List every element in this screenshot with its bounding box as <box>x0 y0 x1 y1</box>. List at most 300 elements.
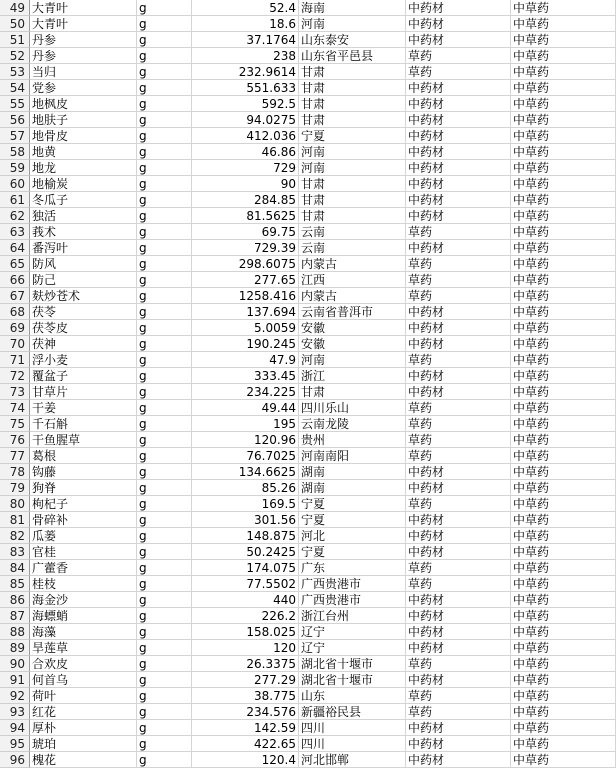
cell-type[interactable]: 中草药 <box>511 528 616 544</box>
cell-type[interactable]: 中草药 <box>511 432 616 448</box>
cell-origin[interactable]: 云南龙陵 <box>299 416 406 432</box>
row-number[interactable]: 69 <box>0 320 30 336</box>
cell-name[interactable]: 广藿香 <box>30 560 137 576</box>
cell-quantity[interactable]: 729 <box>192 160 299 176</box>
cell-unit[interactable]: g <box>137 704 192 720</box>
cell-origin[interactable]: 江西 <box>299 272 406 288</box>
cell-unit[interactable]: g <box>137 624 192 640</box>
row-number[interactable]: 96 <box>0 752 30 768</box>
cell-category[interactable]: 中药材 <box>406 384 511 400</box>
cell-category[interactable]: 中药材 <box>406 480 511 496</box>
cell-quantity[interactable]: 592.5 <box>192 96 299 112</box>
cell-quantity[interactable]: 18.6 <box>192 16 299 32</box>
cell-category[interactable]: 中药材 <box>406 80 511 96</box>
cell-type[interactable]: 中草药 <box>511 480 616 496</box>
cell-quantity[interactable]: 234.225 <box>192 384 299 400</box>
cell-type[interactable]: 中草药 <box>511 400 616 416</box>
cell-unit[interactable]: g <box>137 384 192 400</box>
cell-origin[interactable]: 山东 <box>299 688 406 704</box>
cell-type[interactable]: 中草药 <box>511 640 616 656</box>
cell-category[interactable]: 中药材 <box>406 336 511 352</box>
cell-unit[interactable]: g <box>137 656 192 672</box>
cell-unit[interactable]: g <box>137 32 192 48</box>
cell-name[interactable]: 丹参 <box>30 48 137 64</box>
cell-origin[interactable]: 甘肃 <box>299 112 406 128</box>
row-number[interactable]: 66 <box>0 272 30 288</box>
cell-quantity[interactable]: 169.5 <box>192 496 299 512</box>
cell-quantity[interactable]: 120.96 <box>192 432 299 448</box>
cell-name[interactable]: 党参 <box>30 80 137 96</box>
cell-category[interactable]: 草药 <box>406 704 511 720</box>
row-number[interactable]: 57 <box>0 128 30 144</box>
cell-category[interactable]: 中药材 <box>406 640 511 656</box>
row-number[interactable]: 79 <box>0 480 30 496</box>
cell-name[interactable]: 红花 <box>30 704 137 720</box>
cell-type[interactable]: 中草药 <box>511 448 616 464</box>
cell-type[interactable]: 中草药 <box>511 128 616 144</box>
cell-unit[interactable]: g <box>137 752 192 768</box>
row-number[interactable]: 94 <box>0 720 30 736</box>
cell-unit[interactable]: g <box>137 416 192 432</box>
cell-origin[interactable]: 安徽 <box>299 336 406 352</box>
cell-category[interactable]: 中药材 <box>406 32 511 48</box>
cell-unit[interactable]: g <box>137 512 192 528</box>
row-number[interactable]: 53 <box>0 64 30 80</box>
row-number[interactable]: 49 <box>0 0 30 16</box>
cell-category[interactable]: 中药材 <box>406 128 511 144</box>
cell-unit[interactable]: g <box>137 256 192 272</box>
cell-type[interactable]: 中草药 <box>511 720 616 736</box>
cell-quantity[interactable]: 232.9614 <box>192 64 299 80</box>
cell-unit[interactable]: g <box>137 496 192 512</box>
cell-unit[interactable]: g <box>137 112 192 128</box>
cell-category[interactable]: 草药 <box>406 576 511 592</box>
row-number[interactable]: 87 <box>0 608 30 624</box>
cell-type[interactable]: 中草药 <box>511 272 616 288</box>
cell-unit[interactable]: g <box>137 16 192 32</box>
cell-quantity[interactable]: 148.875 <box>192 528 299 544</box>
cell-name[interactable]: 官桂 <box>30 544 137 560</box>
cell-unit[interactable]: g <box>137 688 192 704</box>
cell-category[interactable]: 草药 <box>406 352 511 368</box>
cell-origin[interactable]: 甘肃 <box>299 384 406 400</box>
cell-quantity[interactable]: 76.7025 <box>192 448 299 464</box>
cell-unit[interactable]: g <box>137 736 192 752</box>
cell-origin[interactable]: 贵州 <box>299 432 406 448</box>
row-number[interactable]: 74 <box>0 400 30 416</box>
cell-name[interactable]: 千石斛 <box>30 416 137 432</box>
cell-origin[interactable]: 甘肃 <box>299 96 406 112</box>
cell-unit[interactable]: g <box>137 176 192 192</box>
cell-quantity[interactable]: 49.44 <box>192 400 299 416</box>
cell-type[interactable]: 中草药 <box>511 208 616 224</box>
cell-quantity[interactable]: 38.775 <box>192 688 299 704</box>
cell-category[interactable]: 草药 <box>406 416 511 432</box>
cell-origin[interactable]: 河南 <box>299 16 406 32</box>
cell-name[interactable]: 大青叶 <box>30 16 137 32</box>
cell-quantity[interactable]: 234.576 <box>192 704 299 720</box>
row-number[interactable]: 59 <box>0 160 30 176</box>
row-number[interactable]: 81 <box>0 512 30 528</box>
cell-name[interactable]: 独活 <box>30 208 137 224</box>
cell-type[interactable]: 中草药 <box>511 288 616 304</box>
cell-quantity[interactable]: 277.65 <box>192 272 299 288</box>
cell-type[interactable]: 中草药 <box>511 16 616 32</box>
cell-type[interactable]: 中草药 <box>511 496 616 512</box>
cell-origin[interactable]: 甘肃 <box>299 64 406 80</box>
cell-unit[interactable]: g <box>137 368 192 384</box>
cell-quantity[interactable]: 37.1764 <box>192 32 299 48</box>
cell-category[interactable]: 草药 <box>406 656 511 672</box>
row-number[interactable]: 51 <box>0 32 30 48</box>
row-number[interactable]: 56 <box>0 112 30 128</box>
cell-unit[interactable]: g <box>137 448 192 464</box>
cell-category[interactable]: 中药材 <box>406 464 511 480</box>
cell-quantity[interactable]: 5.0059 <box>192 320 299 336</box>
cell-type[interactable]: 中草药 <box>511 144 616 160</box>
cell-quantity[interactable]: 46.86 <box>192 144 299 160</box>
cell-origin[interactable]: 湖北省十堰市 <box>299 656 406 672</box>
row-number[interactable]: 73 <box>0 384 30 400</box>
cell-quantity[interactable]: 298.6075 <box>192 256 299 272</box>
cell-name[interactable]: 地枫皮 <box>30 96 137 112</box>
cell-category[interactable]: 中药材 <box>406 528 511 544</box>
cell-name[interactable]: 地肤子 <box>30 112 137 128</box>
row-number[interactable]: 50 <box>0 16 30 32</box>
cell-name[interactable]: 琥珀 <box>30 736 137 752</box>
cell-quantity[interactable]: 440 <box>192 592 299 608</box>
cell-type[interactable]: 中草药 <box>511 240 616 256</box>
cell-category[interactable]: 草药 <box>406 400 511 416</box>
cell-unit[interactable]: g <box>137 640 192 656</box>
cell-type[interactable]: 中草药 <box>511 704 616 720</box>
cell-origin[interactable]: 宁夏 <box>299 496 406 512</box>
cell-type[interactable]: 中草药 <box>511 592 616 608</box>
cell-origin[interactable]: 广西贵港市 <box>299 576 406 592</box>
cell-category[interactable]: 中药材 <box>406 16 511 32</box>
cell-category[interactable]: 中药材 <box>406 144 511 160</box>
cell-quantity[interactable]: 26.3375 <box>192 656 299 672</box>
cell-origin[interactable]: 甘肃 <box>299 80 406 96</box>
cell-quantity[interactable]: 50.2425 <box>192 544 299 560</box>
cell-unit[interactable]: g <box>137 192 192 208</box>
cell-type[interactable]: 中草药 <box>511 656 616 672</box>
cell-name[interactable]: 旱莲草 <box>30 640 137 656</box>
cell-unit[interactable]: g <box>137 400 192 416</box>
cell-quantity[interactable]: 77.5502 <box>192 576 299 592</box>
cell-origin[interactable]: 河南 <box>299 160 406 176</box>
row-number[interactable]: 88 <box>0 624 30 640</box>
cell-unit[interactable]: g <box>137 352 192 368</box>
cell-quantity[interactable]: 195 <box>192 416 299 432</box>
cell-name[interactable]: 桂枝 <box>30 576 137 592</box>
cell-category[interactable]: 草药 <box>406 560 511 576</box>
cell-unit[interactable]: g <box>137 544 192 560</box>
cell-unit[interactable]: g <box>137 720 192 736</box>
cell-unit[interactable]: g <box>137 96 192 112</box>
cell-origin[interactable]: 湖北省十堰市 <box>299 672 406 688</box>
cell-type[interactable]: 中草药 <box>511 64 616 80</box>
cell-origin[interactable]: 浙江台州 <box>299 608 406 624</box>
cell-origin[interactable]: 辽宁 <box>299 624 406 640</box>
row-number[interactable]: 80 <box>0 496 30 512</box>
cell-origin[interactable]: 四川乐山 <box>299 400 406 416</box>
cell-name[interactable]: 防己 <box>30 272 137 288</box>
cell-origin[interactable]: 新疆裕民县 <box>299 704 406 720</box>
cell-name[interactable]: 何首乌 <box>30 672 137 688</box>
cell-name[interactable]: 覆盆子 <box>30 368 137 384</box>
row-number[interactable]: 65 <box>0 256 30 272</box>
cell-category[interactable]: 中药材 <box>406 672 511 688</box>
cell-category[interactable]: 草药 <box>406 288 511 304</box>
row-number[interactable]: 76 <box>0 432 30 448</box>
cell-category[interactable]: 草药 <box>406 64 511 80</box>
cell-category[interactable]: 中药材 <box>406 592 511 608</box>
row-number[interactable]: 86 <box>0 592 30 608</box>
cell-type[interactable]: 中草药 <box>511 112 616 128</box>
cell-type[interactable]: 中草药 <box>511 304 616 320</box>
cell-origin[interactable]: 河南 <box>299 352 406 368</box>
cell-category[interactable]: 中药材 <box>406 208 511 224</box>
cell-unit[interactable]: g <box>137 480 192 496</box>
cell-type[interactable]: 中草药 <box>511 672 616 688</box>
cell-category[interactable]: 中药材 <box>406 368 511 384</box>
cell-unit[interactable]: g <box>137 336 192 352</box>
cell-name[interactable]: 葛根 <box>30 448 137 464</box>
cell-category[interactable]: 中药材 <box>406 176 511 192</box>
cell-type[interactable]: 中草药 <box>511 96 616 112</box>
cell-category[interactable]: 中药材 <box>406 160 511 176</box>
cell-quantity[interactable]: 120.4 <box>192 752 299 768</box>
cell-quantity[interactable]: 226.2 <box>192 608 299 624</box>
cell-origin[interactable]: 四川 <box>299 720 406 736</box>
cell-name[interactable]: 防风 <box>30 256 137 272</box>
cell-quantity[interactable]: 120 <box>192 640 299 656</box>
row-number[interactable]: 64 <box>0 240 30 256</box>
cell-name[interactable]: 骨碎补 <box>30 512 137 528</box>
cell-unit[interactable]: g <box>137 320 192 336</box>
cell-category[interactable]: 中药材 <box>406 512 511 528</box>
cell-unit[interactable]: g <box>137 304 192 320</box>
cell-type[interactable]: 中草药 <box>511 512 616 528</box>
cell-name[interactable]: 干鱼腥草 <box>30 432 137 448</box>
cell-quantity[interactable]: 190.245 <box>192 336 299 352</box>
cell-origin[interactable]: 云南 <box>299 224 406 240</box>
cell-quantity[interactable]: 422.65 <box>192 736 299 752</box>
cell-origin[interactable]: 河南 <box>299 144 406 160</box>
cell-unit[interactable]: g <box>137 160 192 176</box>
cell-category[interactable]: 草药 <box>406 48 511 64</box>
cell-type[interactable]: 中草药 <box>511 416 616 432</box>
cell-type[interactable]: 中草药 <box>511 224 616 240</box>
cell-name[interactable]: 大青叶 <box>30 0 137 16</box>
cell-unit[interactable]: g <box>137 672 192 688</box>
row-number[interactable]: 61 <box>0 192 30 208</box>
cell-name[interactable]: 丹参 <box>30 32 137 48</box>
row-number[interactable]: 84 <box>0 560 30 576</box>
cell-quantity[interactable]: 85.26 <box>192 480 299 496</box>
cell-name[interactable]: 厚朴 <box>30 720 137 736</box>
cell-unit[interactable]: g <box>137 0 192 16</box>
cell-origin[interactable]: 安徽 <box>299 320 406 336</box>
cell-origin[interactable]: 甘肃 <box>299 192 406 208</box>
row-number[interactable]: 58 <box>0 144 30 160</box>
row-number[interactable]: 68 <box>0 304 30 320</box>
cell-origin[interactable]: 湖南 <box>299 480 406 496</box>
cell-name[interactable]: 冬瓜子 <box>30 192 137 208</box>
cell-origin[interactable]: 宁夏 <box>299 512 406 528</box>
cell-name[interactable]: 茯苓皮 <box>30 320 137 336</box>
cell-category[interactable]: 草药 <box>406 496 511 512</box>
cell-origin[interactable]: 广西贵港市 <box>299 592 406 608</box>
cell-type[interactable]: 中草药 <box>511 0 616 16</box>
row-number[interactable]: 54 <box>0 80 30 96</box>
cell-unit[interactable]: g <box>137 240 192 256</box>
cell-name[interactable]: 茯苓 <box>30 304 137 320</box>
cell-quantity[interactable]: 729.39 <box>192 240 299 256</box>
cell-category[interactable]: 中药材 <box>406 608 511 624</box>
cell-type[interactable]: 中草药 <box>511 736 616 752</box>
cell-type[interactable]: 中草药 <box>511 32 616 48</box>
cell-type[interactable]: 中草药 <box>511 160 616 176</box>
cell-origin[interactable]: 甘肃 <box>299 208 406 224</box>
row-number[interactable]: 92 <box>0 688 30 704</box>
cell-type[interactable]: 中草药 <box>511 368 616 384</box>
row-number[interactable]: 95 <box>0 736 30 752</box>
row-number[interactable]: 60 <box>0 176 30 192</box>
row-number[interactable]: 67 <box>0 288 30 304</box>
cell-origin[interactable]: 山东省平邑县 <box>299 48 406 64</box>
cell-type[interactable]: 中草药 <box>511 560 616 576</box>
cell-category[interactable]: 草药 <box>406 432 511 448</box>
cell-type[interactable]: 中草药 <box>511 544 616 560</box>
cell-unit[interactable]: g <box>137 80 192 96</box>
cell-origin[interactable]: 甘肃 <box>299 176 406 192</box>
cell-quantity[interactable]: 1258.416 <box>192 288 299 304</box>
cell-category[interactable]: 中药材 <box>406 192 511 208</box>
cell-category[interactable]: 中药材 <box>406 304 511 320</box>
cell-origin[interactable]: 海南 <box>299 0 406 16</box>
cell-type[interactable]: 中草药 <box>511 624 616 640</box>
cell-name[interactable]: 地骨皮 <box>30 128 137 144</box>
cell-name[interactable]: 番泻叶 <box>30 240 137 256</box>
cell-origin[interactable]: 河北 <box>299 528 406 544</box>
cell-unit[interactable]: g <box>137 144 192 160</box>
row-number[interactable]: 71 <box>0 352 30 368</box>
cell-origin[interactable]: 云南 <box>299 240 406 256</box>
cell-type[interactable]: 中草药 <box>511 688 616 704</box>
cell-origin[interactable]: 内蒙古 <box>299 288 406 304</box>
cell-unit[interactable]: g <box>137 128 192 144</box>
cell-quantity[interactable]: 94.0275 <box>192 112 299 128</box>
cell-category[interactable]: 草药 <box>406 688 511 704</box>
row-number[interactable]: 89 <box>0 640 30 656</box>
cell-origin[interactable]: 辽宁 <box>299 640 406 656</box>
cell-quantity[interactable]: 90 <box>192 176 299 192</box>
cell-unit[interactable]: g <box>137 592 192 608</box>
row-number[interactable]: 82 <box>0 528 30 544</box>
cell-unit[interactable]: g <box>137 64 192 80</box>
cell-quantity[interactable]: 174.075 <box>192 560 299 576</box>
cell-unit[interactable]: g <box>137 48 192 64</box>
row-number[interactable]: 52 <box>0 48 30 64</box>
cell-name[interactable]: 荷叶 <box>30 688 137 704</box>
cell-quantity[interactable]: 69.75 <box>192 224 299 240</box>
cell-origin[interactable]: 广东 <box>299 560 406 576</box>
cell-category[interactable]: 中药材 <box>406 544 511 560</box>
row-number[interactable]: 70 <box>0 336 30 352</box>
cell-category[interactable]: 草药 <box>406 256 511 272</box>
cell-name[interactable]: 钩藤 <box>30 464 137 480</box>
cell-name[interactable]: 麸炒苍术 <box>30 288 137 304</box>
cell-type[interactable]: 中草药 <box>511 608 616 624</box>
cell-category[interactable]: 中药材 <box>406 720 511 736</box>
cell-quantity[interactable]: 238 <box>192 48 299 64</box>
row-number[interactable]: 93 <box>0 704 30 720</box>
cell-type[interactable]: 中草药 <box>511 176 616 192</box>
cell-origin[interactable]: 河南南阳 <box>299 448 406 464</box>
cell-type[interactable]: 中草药 <box>511 576 616 592</box>
cell-category[interactable]: 中药材 <box>406 96 511 112</box>
cell-name[interactable]: 地黄 <box>30 144 137 160</box>
row-number[interactable]: 72 <box>0 368 30 384</box>
cell-category[interactable]: 中药材 <box>406 112 511 128</box>
cell-quantity[interactable]: 412.036 <box>192 128 299 144</box>
cell-name[interactable]: 狗脊 <box>30 480 137 496</box>
cell-quantity[interactable]: 551.633 <box>192 80 299 96</box>
cell-unit[interactable]: g <box>137 272 192 288</box>
cell-quantity[interactable]: 137.694 <box>192 304 299 320</box>
cell-quantity[interactable]: 47.9 <box>192 352 299 368</box>
row-number[interactable]: 77 <box>0 448 30 464</box>
cell-type[interactable]: 中草药 <box>511 464 616 480</box>
cell-category[interactable]: 中药材 <box>406 0 511 16</box>
cell-name[interactable]: 甘草片 <box>30 384 137 400</box>
cell-quantity[interactable]: 81.5625 <box>192 208 299 224</box>
cell-category[interactable]: 中药材 <box>406 624 511 640</box>
cell-name[interactable]: 槐花 <box>30 752 137 768</box>
cell-unit[interactable]: g <box>137 464 192 480</box>
cell-quantity[interactable]: 277.29 <box>192 672 299 688</box>
cell-name[interactable]: 当归 <box>30 64 137 80</box>
cell-origin[interactable]: 河北邯郸 <box>299 752 406 768</box>
row-number[interactable]: 62 <box>0 208 30 224</box>
cell-origin[interactable]: 山东泰安 <box>299 32 406 48</box>
row-number[interactable]: 78 <box>0 464 30 480</box>
cell-category[interactable]: 草药 <box>406 272 511 288</box>
cell-category[interactable]: 中药材 <box>406 240 511 256</box>
cell-quantity[interactable]: 158.025 <box>192 624 299 640</box>
cell-origin[interactable]: 四川 <box>299 736 406 752</box>
row-number[interactable]: 90 <box>0 656 30 672</box>
cell-unit[interactable]: g <box>137 432 192 448</box>
cell-name[interactable]: 干姜 <box>30 400 137 416</box>
cell-origin[interactable]: 湖南 <box>299 464 406 480</box>
cell-category[interactable]: 中药材 <box>406 736 511 752</box>
cell-name[interactable]: 莪术 <box>30 224 137 240</box>
row-number[interactable]: 83 <box>0 544 30 560</box>
cell-unit[interactable]: g <box>137 288 192 304</box>
cell-quantity[interactable]: 142.59 <box>192 720 299 736</box>
cell-category[interactable]: 中药材 <box>406 320 511 336</box>
cell-name[interactable]: 合欢皮 <box>30 656 137 672</box>
cell-name[interactable]: 海金沙 <box>30 592 137 608</box>
row-number[interactable]: 63 <box>0 224 30 240</box>
cell-type[interactable]: 中草药 <box>511 336 616 352</box>
cell-type[interactable]: 中草药 <box>511 320 616 336</box>
cell-type[interactable]: 中草药 <box>511 384 616 400</box>
cell-type[interactable]: 中草药 <box>511 752 616 768</box>
